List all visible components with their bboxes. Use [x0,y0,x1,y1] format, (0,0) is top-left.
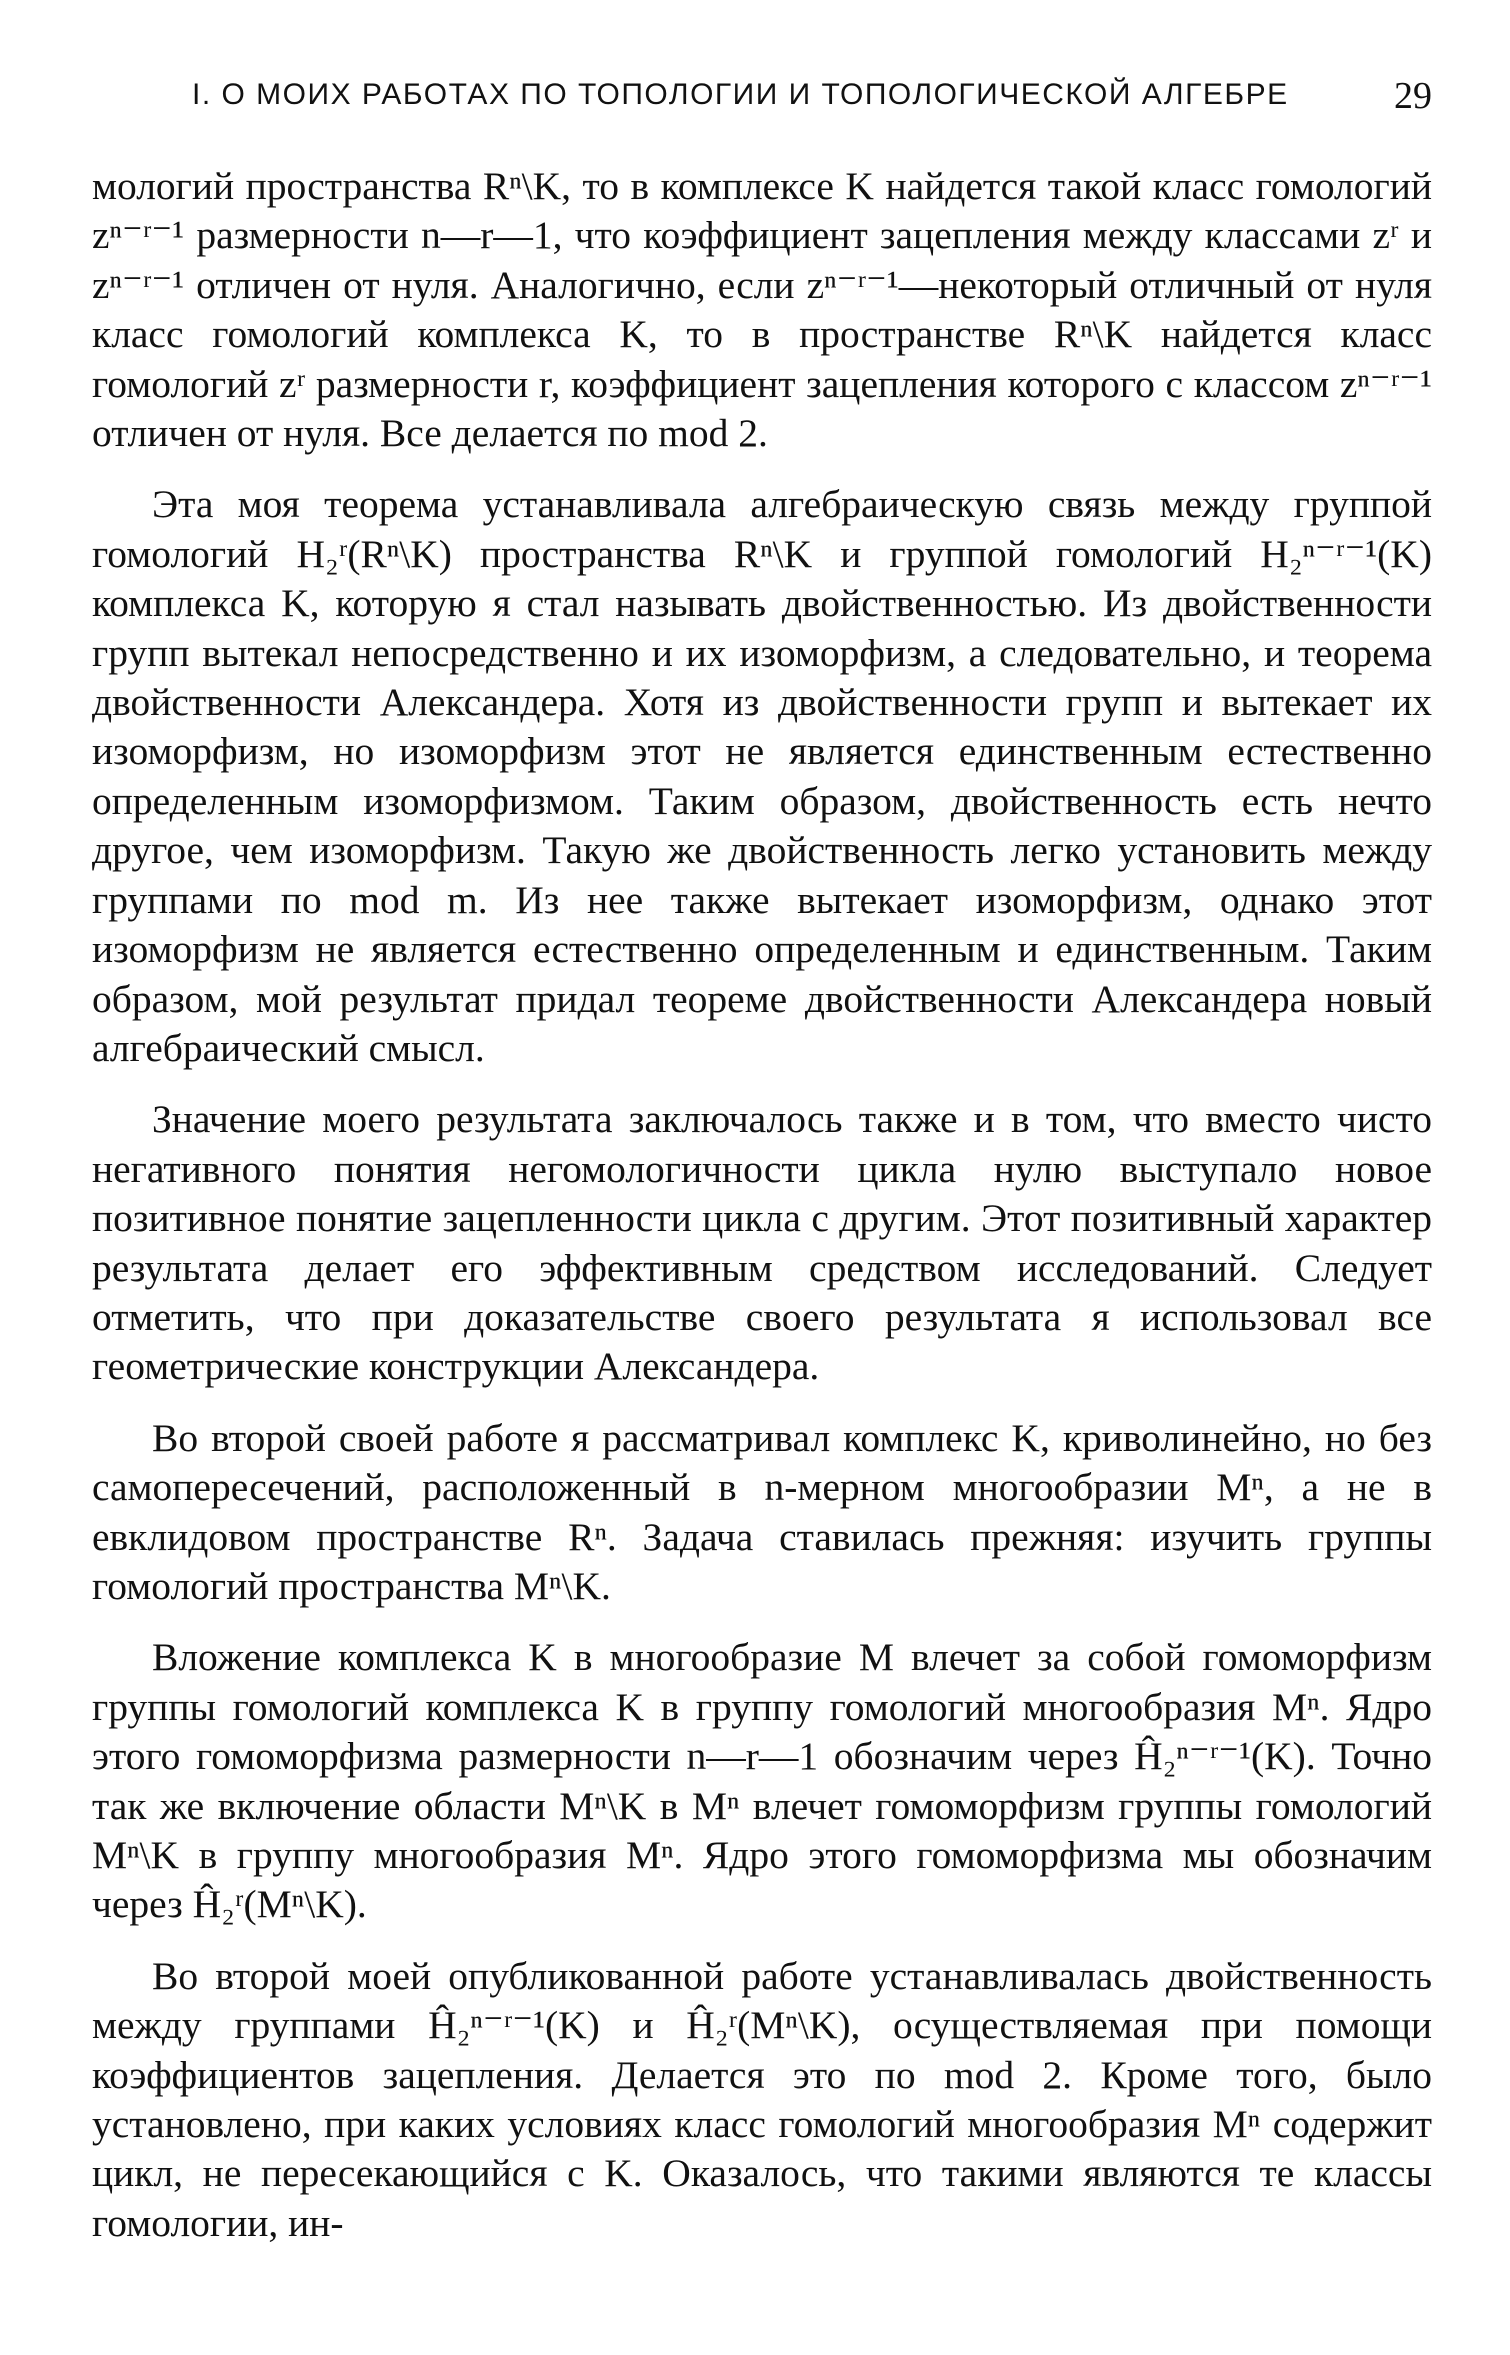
paragraph-4: Во второй своей работе я рассматривал комплекс K, криволинейно, но без самопересечений, расположенный в n-мерном многообразии Mⁿ, а не в евклидовом пространстве Rⁿ. Задача ставилась прежняя: изучить группы гомологий пространства Mⁿ\K. [92,1415,1432,1608]
book-page [92,60,1432,2270]
paragraph-6: Во второй моей опубликованной работе устанавливалась двойственность между группами Ĥ₂ⁿ⁻ʳ⁻¹(K) и Ĥ₂ʳ(Mⁿ\K), осуществляемая при помощи коэффициентов зацепления. Делается это по mod 2. Кроме того, было установлено, при каких условиях класс гомологий многообразия Mⁿ содержит цикл, не пересекающийся с K. Оказалось, что такими являются те классы гомологии, ин- [92,1953,1432,2245]
body-text [92,162,1432,2248]
paragraph-5: Вложение комплекса K в многообразие M влечет за собой гомоморфизм группы гомологий комплекса K в группу гомологий многообразия Mⁿ. Ядро этого гомоморфизма размерности n—r—1 обозначим через Ĥ₂ⁿ⁻ʳ⁻¹(K). Точно так же включение области Mⁿ\K в Mⁿ влечет гомоморфизм группы гомологий Mⁿ\K в группу многообразия Mⁿ. Ядро этого гомоморфизма мы обозначим через Ĥ₂ʳ(Mⁿ\K). [92,1635,1432,1927]
paragraph-1: мологий пространства Rⁿ\K, то в комплексе K найдется такой класс гомологий zⁿ⁻ʳ⁻¹ размерности n—r—1, что коэффициент зацепления между классами zʳ и zⁿ⁻ʳ⁻¹ отличен от нуля. Аналогично, если zⁿ⁻ʳ⁻¹—некоторый отличный от нуля класс гомологий комплекса K, то в пространстве Rⁿ\K найдется класс гомологий zʳ размерности r, коэффициент зацепления которого с классом zⁿ⁻ʳ⁻¹ отличен от нуля. Все делается по mod 2. [92,164,1432,456]
running-head [92,60,1432,130]
paragraph-2: Эта моя теорема устанавливала алгебраическую связь между группой гомологий H₂ʳ(Rⁿ\K) пространства Rⁿ\K и группой гомологий H₂ⁿ⁻ʳ⁻¹(K) комплекса K, которую я стал называть двойственностью. Из двойственности групп вытекал непосредственно и их изоморфизм, а следовательно, и теорема двойственности Александера. Хотя из двойственности групп и вытекает их изоморфизм, но изоморфизм этот не является единственным естественно определенным изоморфизмом. Таким образом, двойственность есть нечто другое, чем изоморфизм. Такую же двойственность легко установить между группами по mod m. Из нее также вытекает изоморфизм, однако этот изоморфизм не является естественно определенным и единственным. Таким образом, мой результат придал теореме двойственности Александера новый алгебраический смысл. [92,482,1432,1070]
page-number: 29 [1394,75,1432,117]
paragraph-3: Значение моего результата заключалось также и в том, что вместо чисто негативного понятия негомологичности цикла нулю выступало новое позитивное понятие зацепленности цикла с другим. Этот позитивный характер результата делает его эффективным средством исследований. Следует отметить, что при доказательстве своего результата я использовал все геометрические конструкции Александера. [92,1097,1432,1389]
running-title: I. О МОИХ РАБОТАХ ПО ТОПОЛОГИИ И ТОПОЛОГИЧЕСКОЙ АЛГЕБРЕ [192,78,1289,111]
